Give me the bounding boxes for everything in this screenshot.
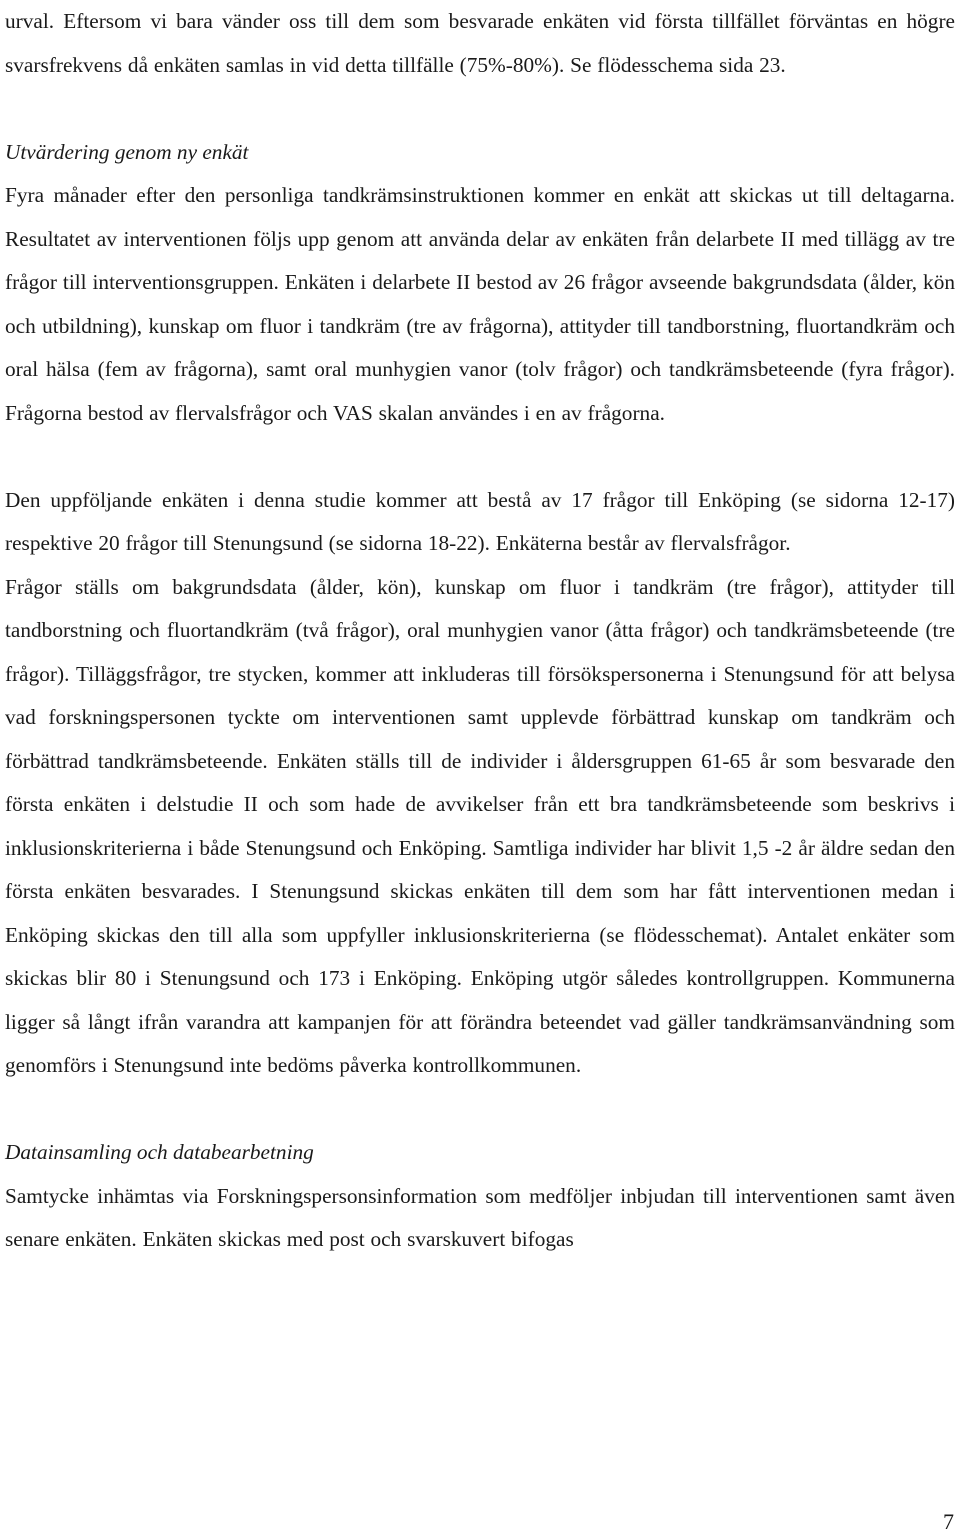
paragraph-gap bbox=[5, 435, 955, 479]
paragraph-gap bbox=[5, 1088, 955, 1132]
paragraph-continued: urval. Eftersom vi bara vänder oss till dem som besvarade enkäten vid första tillfället förväntas en högre svarsfrekvens då enkäten samlas in vid detta tillfälle (75%-80%). Se flödesschema sida 23. bbox=[5, 9, 955, 77]
paragraph-followup: Den uppföljande enkäten i denna studie kommer att bestå av 17 frågor till Enköping (se sidorna 12-17) respektive 20 frågor till Stenungsund (se sidorna 18-22). Enkäterna består av flervalsfrågor. bbox=[5, 487, 955, 555]
paragraph-questions: Frågor ställs om bakgrundsdata (ålder, kön), kunskap om fluor i tandkräm (tre frågor), attityder till tandborstning och fluortandkräm (två frågor), oral munhygien vanor (åtta frågor) och tandkrämsbeteende (tre frågor). Tilläggsfrågor, tre stycken, kommer att inkluderas till försökspersonerna i Stenungsund för att belysa vad forskningspersonen tyckte om interventionen samt upplevde förbättrad kunskap om tandkräm och förbättrad tandkrämsbeteende. Enkäten ställs till de individer i åldersgruppen 61-65 år som besvarade den första enkäten i delstudie II och som hade de avvikelser från ett bra tandkrämsbeteende som beskrivs i inklusionskriterierna i både Stenungsund och Enköping. Samtliga individer har blivit 1,5 -2 år äldre sedan den första enkäten besvarades. I Stenungsund skickas enkäten till dem som har fått interventionen medan i Enköping skickas den till alla som uppfyller inklusionskriterierna (se flödesschemat). Antalet enkäter som skickas blir 80 i Stenungsund och 173 i Enköping. Enköping utgör således kontrollgruppen. Kommunerna ligger så långt ifrån varandra att kampanjen för att förändra beteendet vad gäller tandkrämsanvändning som genomförs i Stenungsund inte bedöms påverka kontrollkommunen. bbox=[5, 574, 955, 1077]
paragraph-evaluation: Fyra månader efter den personliga tandkrämsinstruktionen kommer en enkät att skickas ut till deltagarna. Resultatet av interventionen följs upp genom att använda delar av enkäten från delarbete II med tillägg av tre frågor till interventionsgruppen. Enkäten i delarbete II bestod av 26 frågor avseende bakgrundsdata (ålder, kön och utbildning), kunskap om fluor i tandkräm (tre av frågorna), attityder till tandborstning, fluortandkräm och oral hälsa (fem av frågorna), samt oral munhygien vanor (tolv frågor) och tandkrämsbeteende (fyra frågor). Frågorna bestod av flervalsfrågor och VAS skalan användes i en av frågorna. bbox=[5, 183, 955, 425]
paragraph-data-collection: Samtycke inhämtas via Forskningspersonsinformation som medföljer inbjudan till interventionen samt även senare enkäten. Enkäten skickas med post och svarskuvert bifogas bbox=[5, 1183, 955, 1251]
document-page bbox=[5, 0, 955, 1262]
heading-evaluation: Utvärdering genom ny enkät bbox=[5, 139, 249, 164]
page-number: 7 bbox=[943, 1509, 954, 1534]
heading-data-collection: Datainsamling och databearbetning bbox=[5, 1140, 314, 1164]
paragraph-gap bbox=[5, 87, 955, 131]
